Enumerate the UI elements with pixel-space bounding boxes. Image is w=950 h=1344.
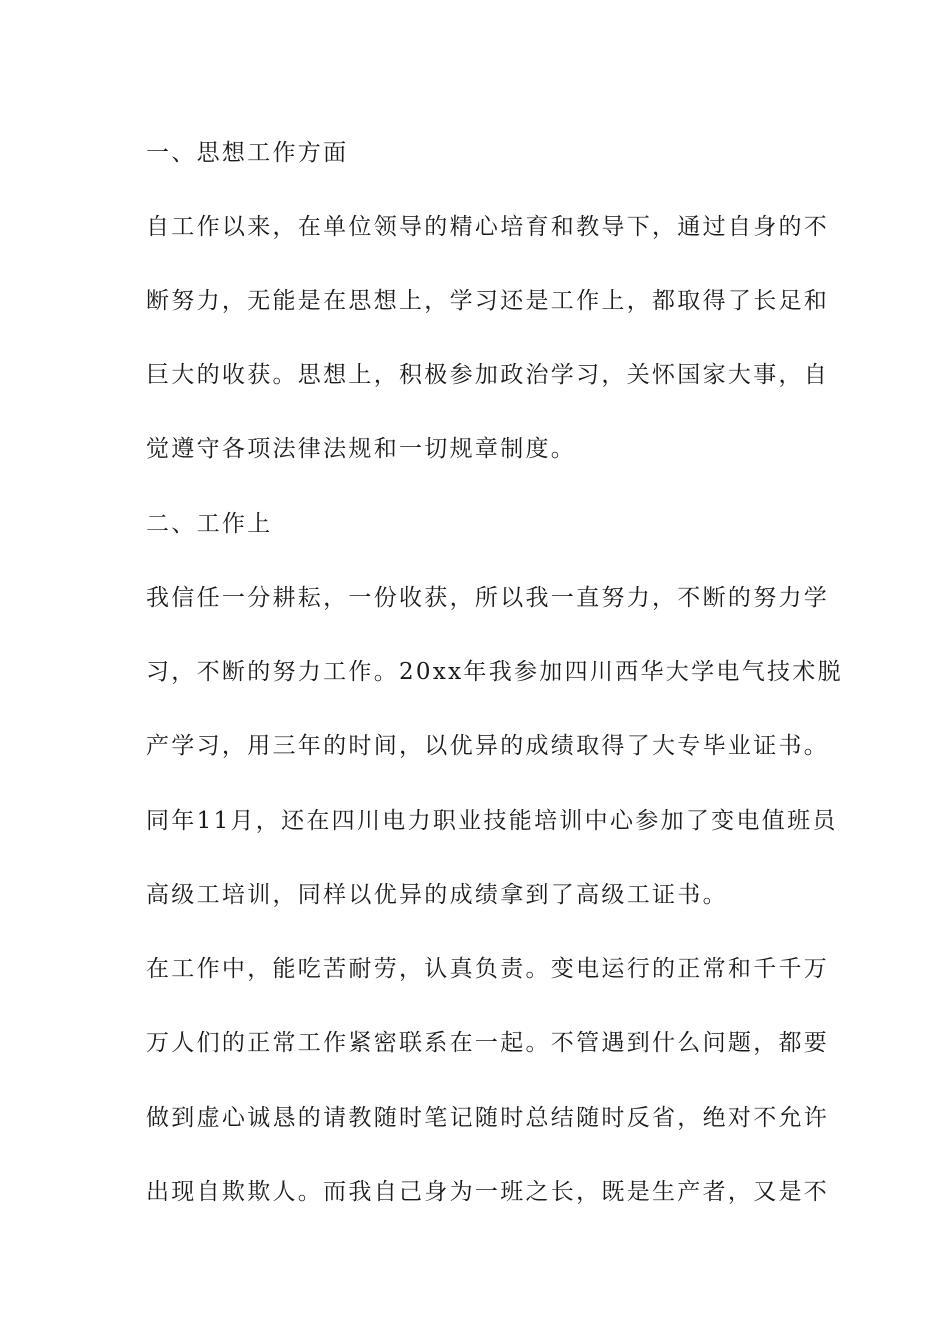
paragraph-line: 我信任一分耕耘，一份收获，所以我一直努力，不断的努力学: [146, 585, 830, 611]
paragraph-line: 万人们的正常工作紧密联系在一起。不管遇到什么问题，都要: [146, 1030, 830, 1056]
paragraph-line: 做到虚心诚恳的请教随时笔记随时总结随时反省，绝对不允许: [146, 1105, 830, 1131]
paragraph-line: 断努力，无能是在思想上，学习还是工作上，都取得了长足和: [146, 288, 830, 314]
paragraph-line: 习，不断的努力工作。20xx年我参加四川西华大学电气技术脱: [146, 659, 843, 685]
paragraph-line: 觉遵守各项法律法规和一切规章制度。: [146, 436, 577, 462]
paragraph-line: 产学习，用三年的时间，以优异的成绩取得了大专毕业证书。: [146, 733, 830, 759]
paragraph-line: 高级工培训，同样以优异的成绩拿到了高级工证书。: [146, 882, 728, 908]
section-heading-thought: 一、思想工作方面: [146, 140, 349, 166]
paragraph-line: 巨大的收获。思想上，积极参加政治学习，关怀国家大事，自: [146, 362, 830, 388]
paragraph-line: 自工作以来，在单位领导的精心培育和教导下，通过自身的不: [146, 214, 830, 240]
paragraph-line: 同年11月，还在四川电力职业技能培训中心参加了变电值班员: [146, 808, 838, 834]
paragraph-line: 在工作中，能吃苦耐劳，认真负责。变电运行的正常和千千万: [146, 956, 830, 982]
paragraph-line: 出现自欺欺人。而我自己身为一班之长，既是生产者，又是不: [146, 1179, 830, 1205]
section-heading-work: 二、工作上: [146, 511, 273, 537]
